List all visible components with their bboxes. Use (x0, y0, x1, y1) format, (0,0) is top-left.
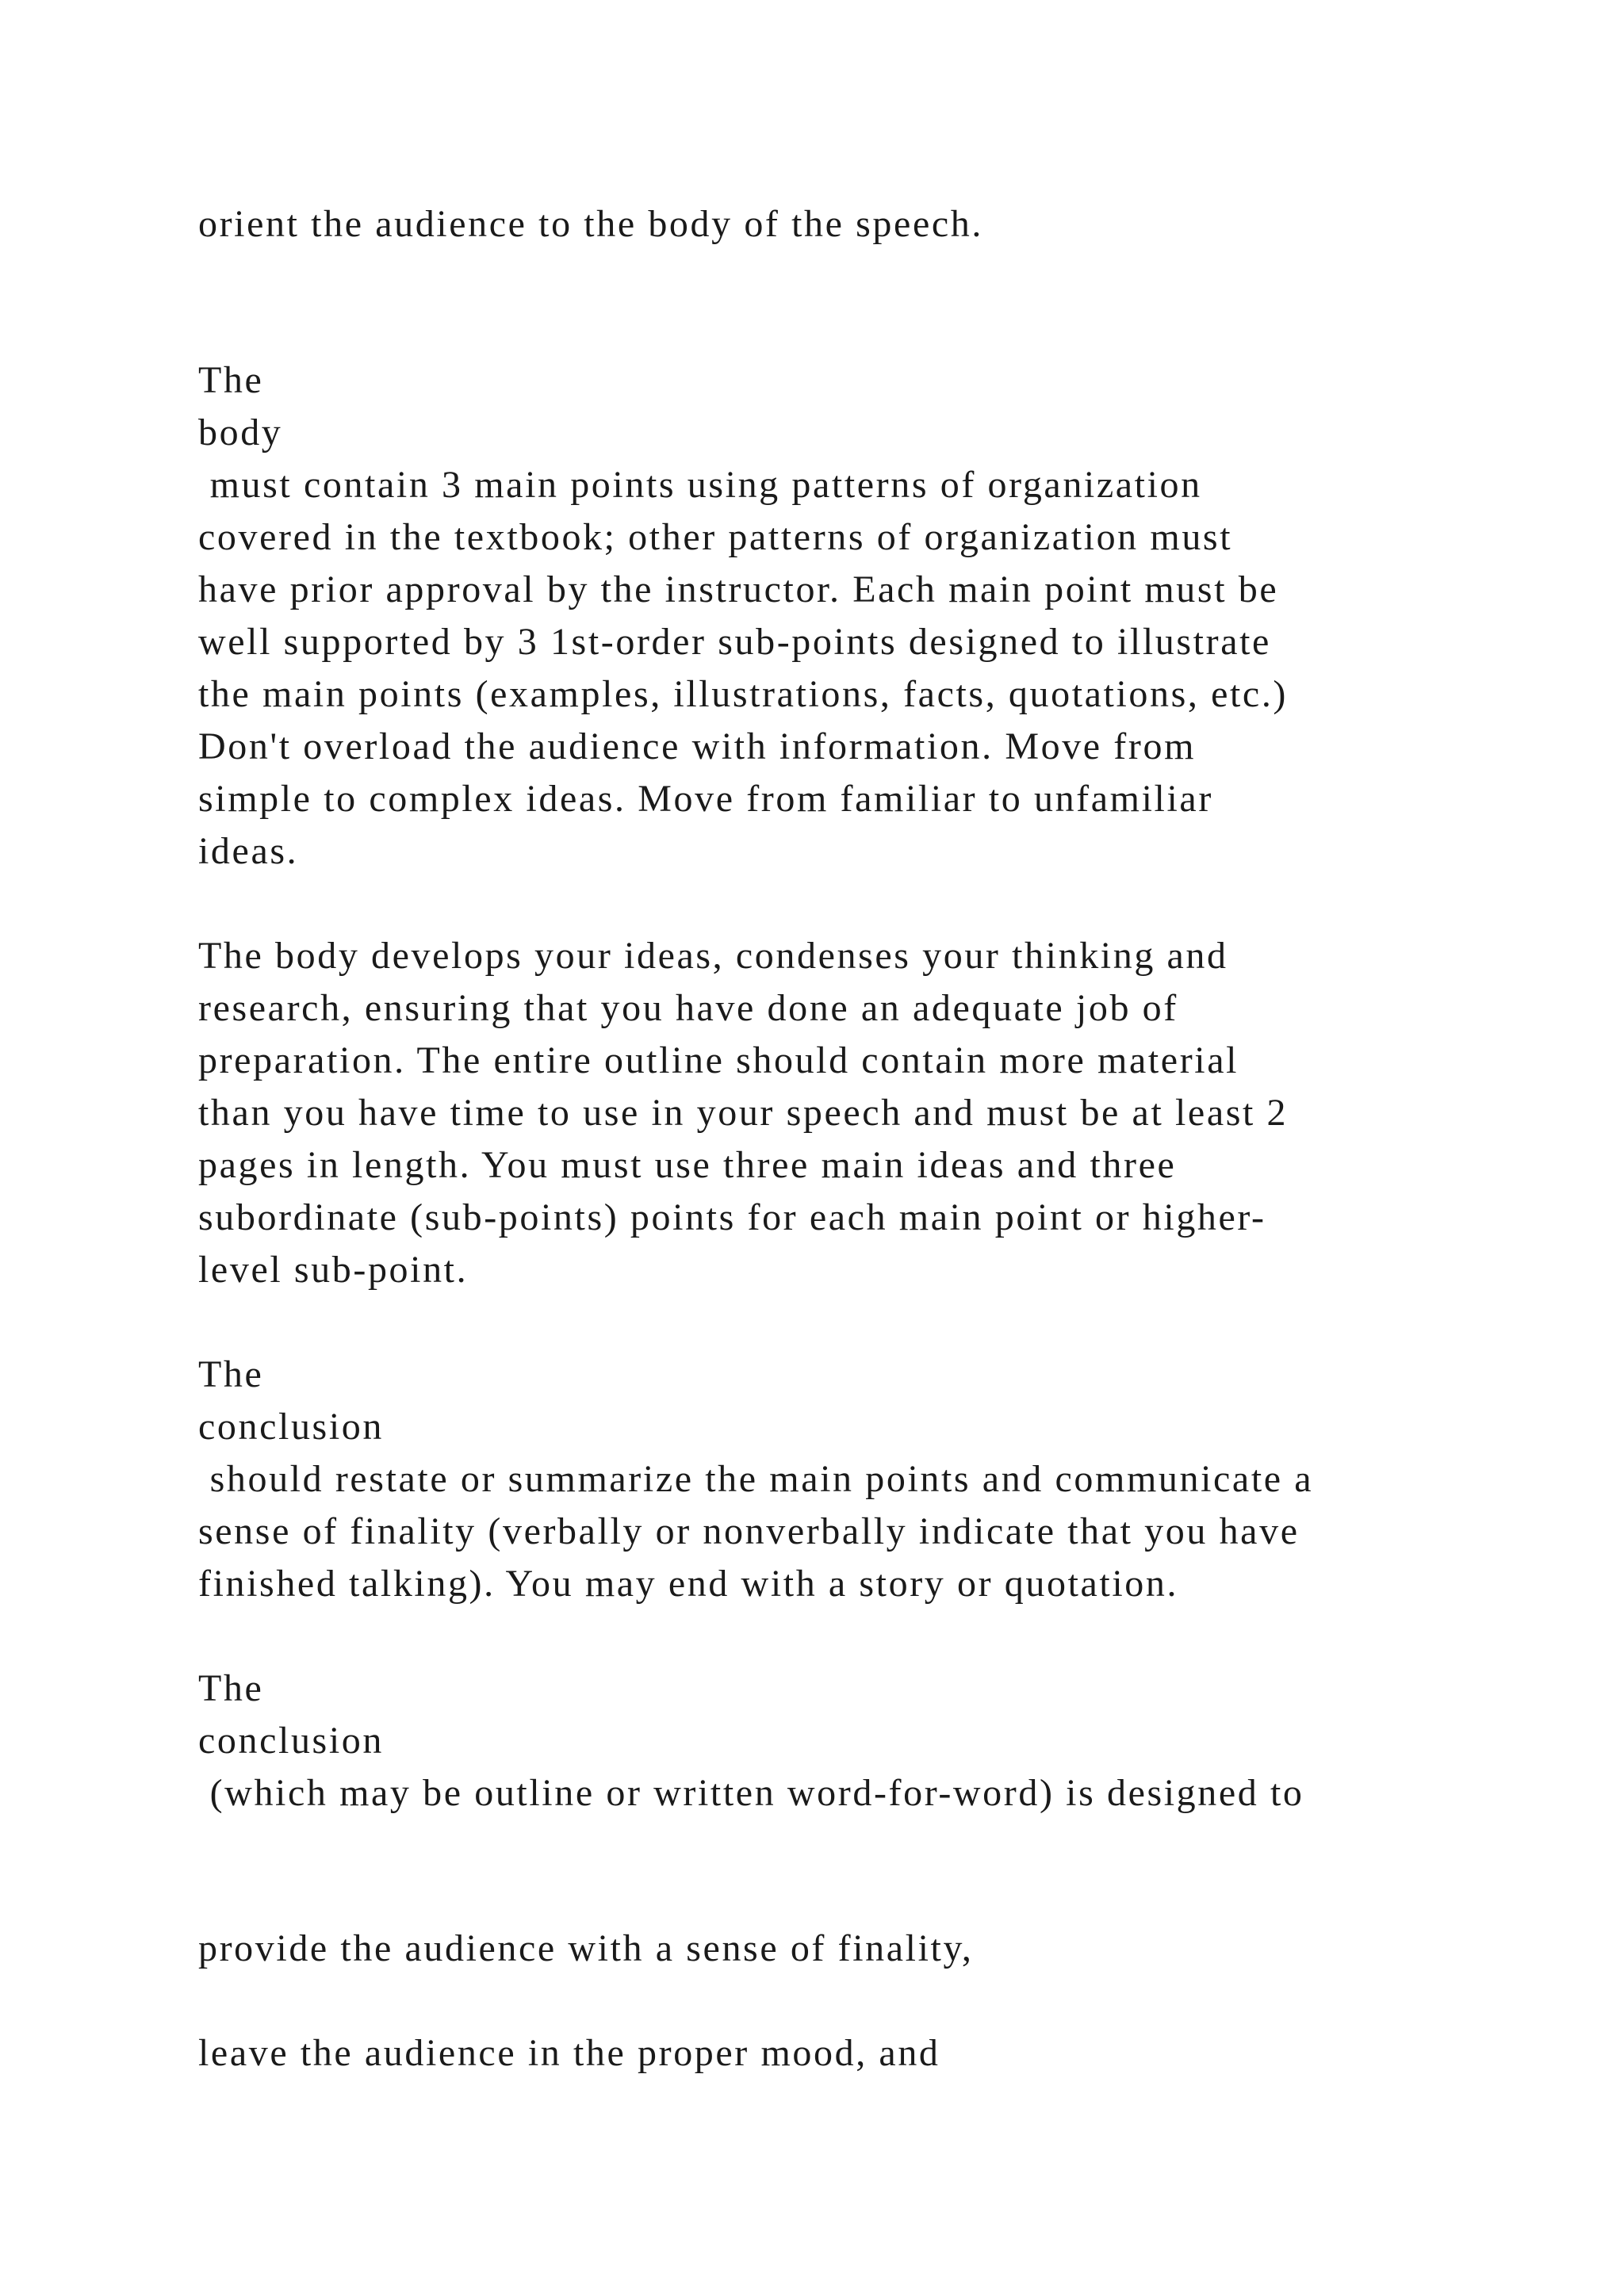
development-text-line: pages in length. You must use three main ideas and three (198, 1144, 1177, 1186)
body-text-line: ideas. (198, 830, 299, 872)
body-text-line: simple to complex ideas. Move from familiar to unfamiliar (198, 778, 1213, 820)
body-text-line: have prior approval by the instructor. Each main point must be (198, 568, 1279, 610)
development-text-line: than you have time to use in your speech and must be at least 2 (198, 1092, 1289, 1134)
body-text-line: Don't overload the audience with information. Move from (198, 725, 1197, 767)
development-text-line: research, ensuring that you have done an adequate job of (198, 987, 1178, 1029)
body-heading-body: body (198, 411, 283, 453)
conclusion-purpose-heading-word: conclusion (198, 1720, 384, 1762)
conclusion-purpose-heading-the: The (198, 1667, 264, 1709)
body-text-line: well supported by 3 1st-order sub-points designed to illustrate (198, 621, 1271, 663)
conclusion-heading-word: conclusion (198, 1406, 384, 1448)
intro-line: orient the audience to the body of the speech. (198, 203, 983, 245)
conclusion-text-line: sense of finality (verbally or nonverbally indicate that you have (198, 1510, 1300, 1552)
body-text-line: must contain 3 main points using patterns of organization (198, 464, 1202, 506)
conclusion-text-line: should restate or summarize the main points and communicate a (198, 1458, 1314, 1500)
development-text-line: subordinate (sub-points) points for each main point or higher- (198, 1196, 1266, 1238)
body-text-line: the main points (examples, illustrations, facts, quotations, etc.) (198, 673, 1289, 715)
development-text-line: level sub-point. (198, 1249, 469, 1291)
body-heading-the: The (198, 359, 264, 401)
development-text-line: preparation. The entire outline should contain more material (198, 1039, 1239, 1081)
conclusion-purpose-text-line: (which may be outline or written word-for-word) is designed to (198, 1772, 1304, 1814)
purpose-item: leave the audience in the proper mood, and (198, 2032, 940, 2074)
conclusion-text-line: finished talking). You may end with a story or quotation. (198, 1563, 1179, 1605)
body-text-line: covered in the textbook; other patterns of organization must (198, 516, 1233, 558)
conclusion-heading-the: The (198, 1353, 264, 1395)
purpose-item: provide the audience with a sense of finality, (198, 1927, 974, 1969)
development-text-line: The body develops your ideas, condenses your thinking and (198, 935, 1228, 977)
